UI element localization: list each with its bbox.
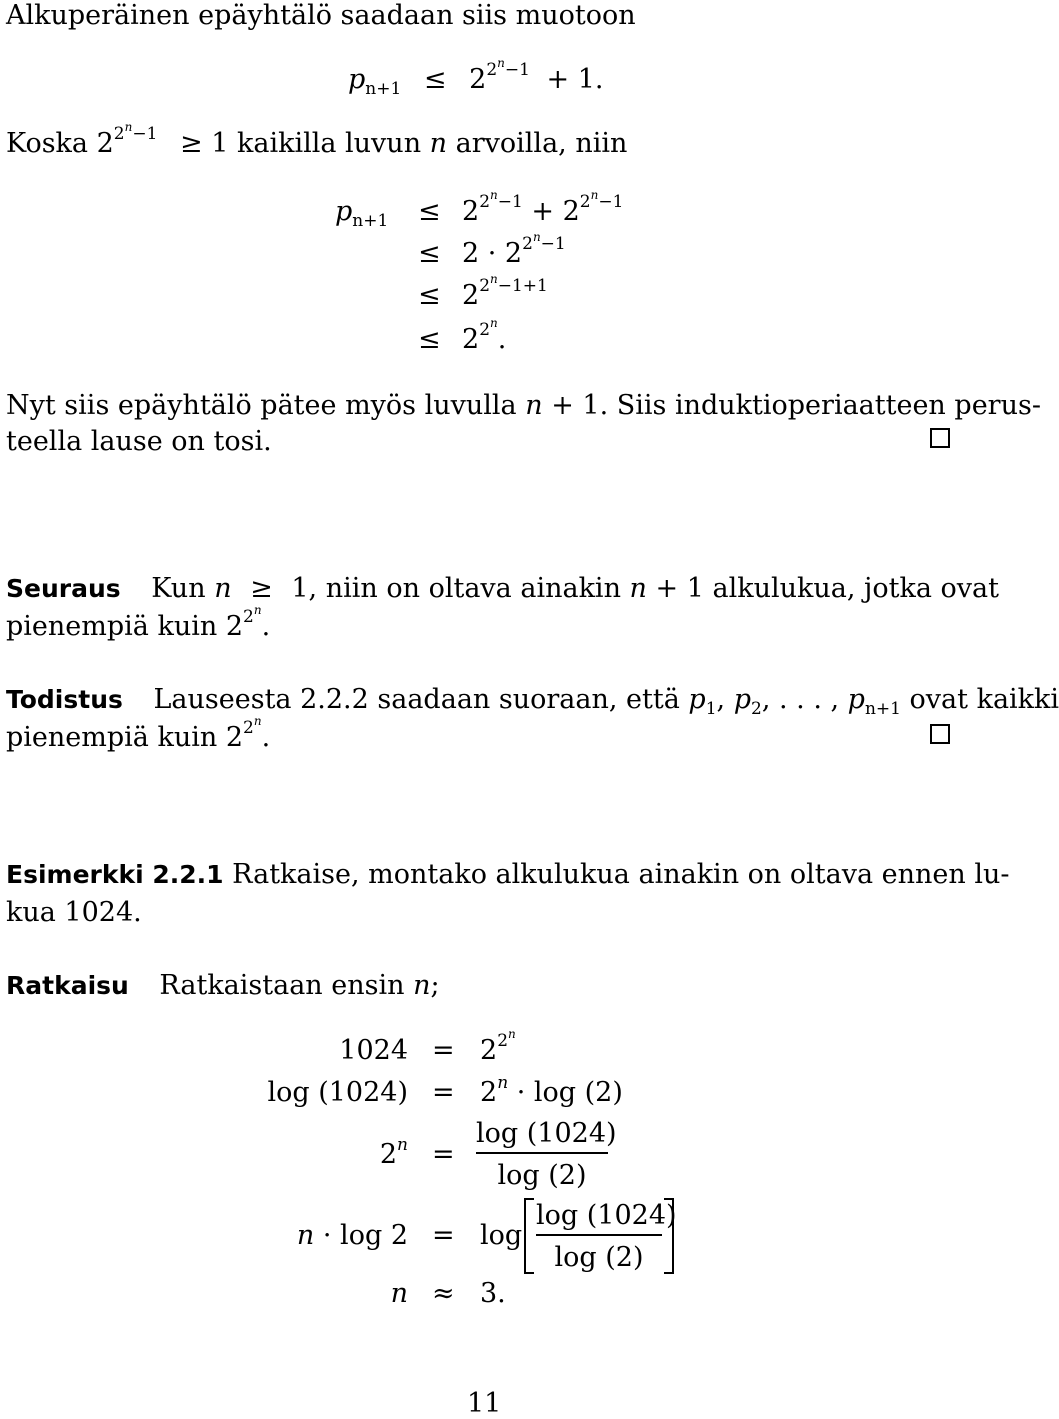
sol-r3-rel: = xyxy=(432,1139,455,1170)
sol-r4-rel: = xyxy=(432,1220,455,1251)
nyt-line-1: Nyt siis epäyhtälö pätee myös luvulla n + 1. Siis induktioperiaatteen perus- xyxy=(6,390,1041,421)
chain-rel-4: ≤ xyxy=(418,324,441,355)
esimerkki-line-2: kua 1024. xyxy=(6,897,142,928)
sol-r4-denominator: log (2) xyxy=(554,1242,644,1273)
sol-r1-lhs: 1024 xyxy=(339,1035,408,1066)
right-bracket xyxy=(664,1198,674,1274)
intro-line: Alkuperäinen epäyhtälö saadaan siis muotoon xyxy=(6,0,636,31)
seuraus-line-2: pienempiä kuin $2^{2n}$. xyxy=(6,603,271,642)
left-bracket xyxy=(524,1198,534,1274)
sol-r3-denominator: log (2) xyxy=(497,1160,587,1191)
sol-r3-lhs: 2$^n$ xyxy=(379,1135,408,1170)
sol-r3-numerator: log (1024) xyxy=(476,1120,608,1154)
sol-r2-rel: = xyxy=(432,1077,455,1108)
chain-rel-1: ≤ xyxy=(418,196,441,227)
sol-r5-rhs: 3. xyxy=(480,1278,506,1309)
nyt-line-2: teella lause on tosi. xyxy=(6,426,272,457)
sol-r4-lhs: n · log 2 xyxy=(296,1220,408,1251)
todistus-line-1: Todistus Lauseesta 2.2.2 saadaan suoraan, että $p_1$, $p_2$, . . . , $p_{n+1}$ ovat kaikki xyxy=(6,684,1059,719)
chain-rel-2: ≤ xyxy=(418,238,441,269)
qed-square-2 xyxy=(930,724,950,744)
todistus-line-2: pienempiä kuin $2^{2n}$. xyxy=(6,714,271,753)
esimerkki-label: Esimerkki 2.2.1 xyxy=(6,860,224,889)
ratkaisu-line: Ratkaisu Ratkaistaan ensin n; xyxy=(6,970,440,1001)
sol-r5-lhs: n xyxy=(390,1278,408,1309)
sol-r4-numerator: log (1024) xyxy=(536,1202,662,1236)
sol-r3-fraction xyxy=(476,1118,617,1191)
equation-1: $p_{n+1} \le 2^{2n-1} + 1$. xyxy=(348,56,604,99)
sol-r2-rhs: $2^n \cdot \log (2)$ xyxy=(480,1073,623,1108)
sol-r5-rel: ≈ xyxy=(432,1278,455,1309)
todistus-label: Todistus xyxy=(6,685,123,714)
sol-r4-log: log xyxy=(480,1220,523,1251)
seuraus-label: Seuraus xyxy=(6,574,121,603)
qed-square-1 xyxy=(930,428,950,448)
chain-rel-3: ≤ xyxy=(418,280,441,311)
chain-row-4: $2^{2n}$. xyxy=(462,316,507,355)
sol-r1-rhs: $2^{2n}$ xyxy=(480,1027,516,1066)
chain-row-1: $2^{2n-1} + 2^{2n-1}$ xyxy=(462,188,624,227)
koska-line: Koska $2^{2n-1} \ge 1$ kaikilla luvun n arvoilla, niin xyxy=(6,120,628,159)
esimerkki-line-1: Esimerkki 2.2.1 Ratkaise, montako alkulukua ainakin on oltava ennen lu- xyxy=(6,859,1010,890)
ratkaisu-label: Ratkaisu xyxy=(6,971,129,1000)
chain-row-3: $2^{2n-1+1}$ xyxy=(462,272,548,311)
chain-lhs: $p_{n+1}$ xyxy=(335,196,389,231)
page-number: 11 xyxy=(467,1388,502,1419)
chain-row-2: $2 \cdot 2^{2n-1}$ xyxy=(462,230,566,269)
seuraus-line-1: Seuraus Kun n ≥ 1, niin on oltava ainakin n + 1 alkulukua, jotka ovat xyxy=(6,573,999,604)
sol-r1-rel: = xyxy=(432,1035,455,1066)
sol-r4-fraction xyxy=(536,1200,677,1273)
sol-r2-lhs: log (1024) xyxy=(267,1077,408,1108)
